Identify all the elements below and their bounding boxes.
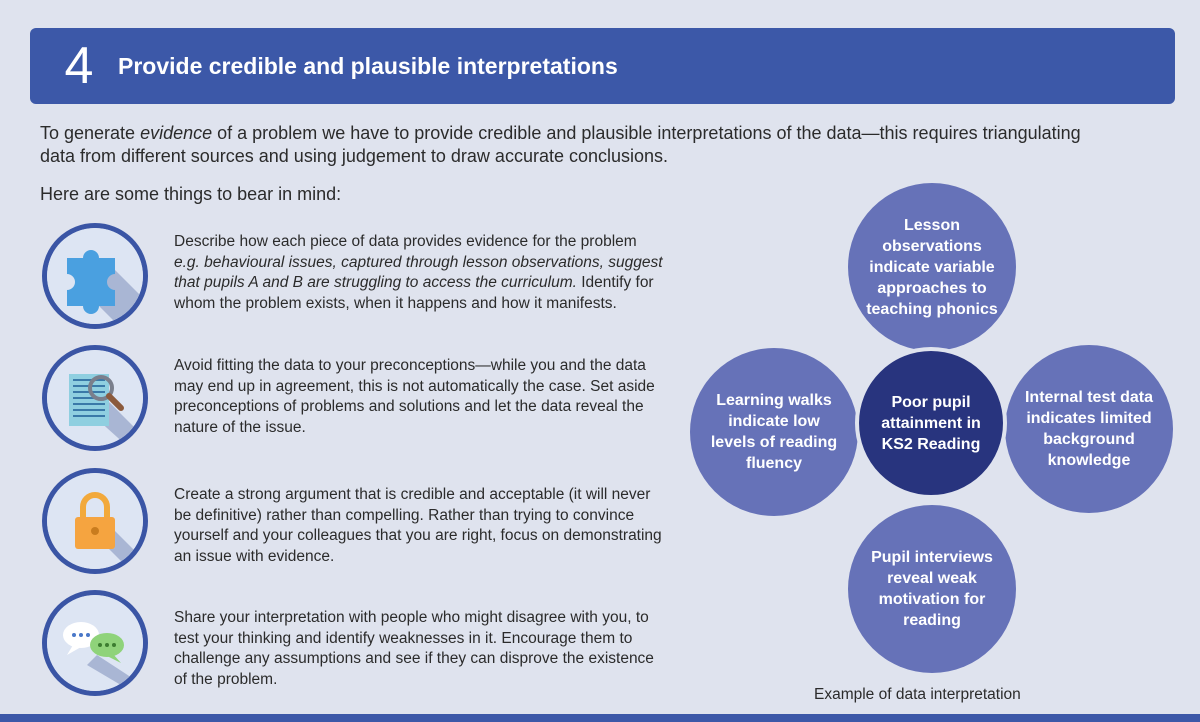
diagram-circle-bottom: Pupil interviews reveal weak motivation for reading [848, 505, 1016, 673]
bottom-border [0, 714, 1200, 722]
diagram-circle-top: Lesson observations indicate variable approaches to teaching phonics [848, 183, 1016, 351]
intro-text-start: To generate [40, 123, 141, 143]
intro-text-end: of a problem we have to provide credible and plausible interpretations of the data—this requires triangulating data from different sources and using judgement to draw accurate conclusions. [40, 123, 1081, 166]
diagram-circle-right: Internal test data indicates limited background knowledge [1005, 345, 1173, 513]
tip-2-text: Avoid fitting the data to your preconceptions—while you and the data may end up in agreement, this is not automatically the case. Set aside preconceptions of problems and solutions and let the data reveal the nature of the issue. [174, 357, 655, 436]
speech-bubbles-icon [42, 590, 148, 696]
tip-1-text-start: Describe how each piece of data provides evidence for the problem [174, 233, 637, 250]
diagram-circle-center: Poor pupil attainment in KS2 Reading [855, 347, 1007, 499]
section-number: 4 [64, 37, 94, 95]
bear-in-mind-heading: Here are some things to bear in mind: [40, 184, 342, 204]
intro-text-italic: evidence [140, 123, 213, 143]
tip-1-text [174, 232, 664, 314]
documents-magnifier-icon [42, 345, 148, 451]
tip-3-text: Create a strong argument that is credible and acceptable (it will never be definitive) rather than compelling. Rather than trying to convince yourself and your colleagues that you are right, focus on demonstrating an issue with evidence. [174, 486, 662, 565]
diagram-caption: Example of data interpretation [814, 686, 1021, 703]
padlock-icon [42, 468, 148, 574]
tip-1-text-italic: e.g. behavioural issues, captured through lesson observations, suggest that pupils A and B are struggling to access the curriculum. [174, 253, 663, 291]
intro-paragraph [40, 122, 1120, 168]
section-title: Provide credible and plausible interpretations [118, 52, 618, 79]
tip-4-text: Share your interpretation with people who might disagree with you, to test your thinking and identify weaknesses in it. Encourage them to challenge any assumptions and see if they can disprove the existence of the problem. [174, 609, 654, 688]
tip-1-text-end: Identify for whom the problem exists, when it happens and how it manifests. [174, 274, 654, 312]
puzzle-piece-icon [42, 223, 148, 329]
diagram-circle-left: Learning walks indicate low levels of reading fluency [690, 348, 858, 516]
section-header [30, 28, 1175, 104]
